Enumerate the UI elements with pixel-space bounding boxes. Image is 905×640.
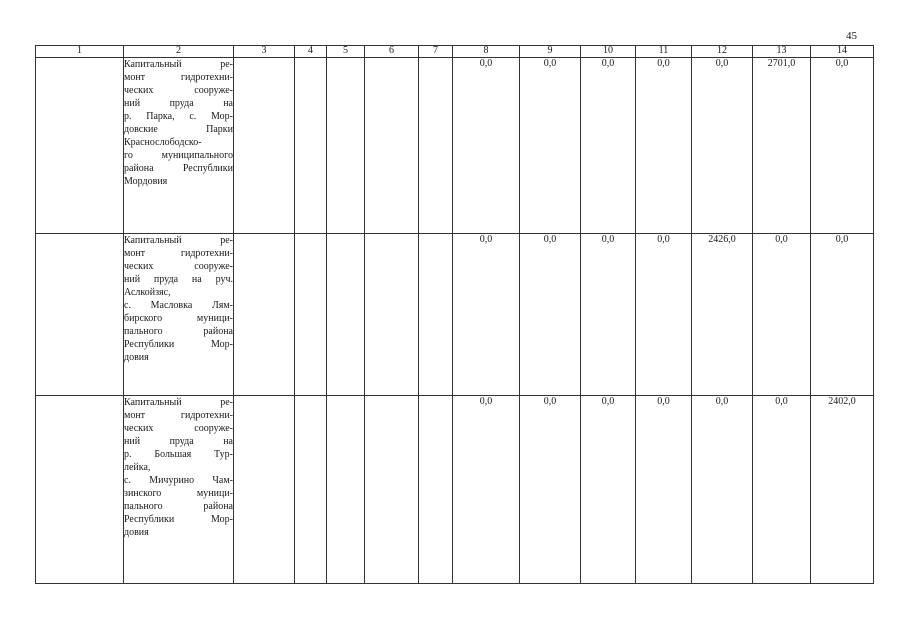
value-cell: 0,0 — [453, 234, 520, 396]
empty-cell — [419, 58, 453, 234]
value-cell: 0,0 — [692, 58, 753, 234]
column-header: 5 — [327, 46, 365, 58]
value-cell: 0,0 — [581, 58, 636, 234]
column-header: 13 — [753, 46, 811, 58]
description-line: ний пруда на — [124, 98, 233, 109]
description-line: Краснослободско- — [124, 137, 202, 148]
description-line: р. Парка, с. Мор- — [124, 111, 233, 122]
empty-cell — [327, 234, 365, 396]
description-line: Капитальный ре- — [124, 235, 233, 246]
column-header: 2 — [124, 46, 234, 58]
page-number: 45 — [846, 30, 857, 42]
description-line: го муниципального — [124, 150, 233, 161]
empty-cell — [234, 58, 295, 234]
budget-table — [35, 45, 874, 584]
empty-cell — [36, 58, 124, 234]
empty-cell — [365, 58, 419, 234]
value-cell: 0,0 — [520, 396, 581, 584]
description-line: монт гидротехни- — [124, 248, 233, 259]
value-cell: 0,0 — [753, 234, 811, 396]
value-cell: 0,0 — [811, 234, 874, 396]
description-line: с. Мичурино Чам- — [124, 475, 233, 486]
header-row — [36, 46, 874, 58]
table-row — [36, 396, 874, 584]
description-line: Капитальный ре- — [124, 397, 233, 408]
column-header: 8 — [453, 46, 520, 58]
column-header: 9 — [520, 46, 581, 58]
empty-cell — [36, 234, 124, 396]
description-line: бирского муници- — [124, 313, 233, 324]
table-row — [36, 58, 874, 234]
description-line: монт гидротехни- — [124, 410, 233, 421]
description-line: Республики Мор- — [124, 514, 233, 525]
description-line: Аслкойзяс, — [124, 287, 171, 298]
description-line: ний пруда на — [124, 436, 233, 447]
empty-cell — [234, 396, 295, 584]
value-cell: 0,0 — [520, 58, 581, 234]
empty-cell — [295, 396, 327, 584]
description-line: ческих сооруже- — [124, 261, 233, 272]
column-header: 10 — [581, 46, 636, 58]
column-header: 14 — [811, 46, 874, 58]
empty-cell — [295, 58, 327, 234]
value-cell: 2402,0 — [811, 396, 874, 584]
value-cell: 0,0 — [636, 396, 692, 584]
description-line: ний пруда на руч. — [124, 274, 233, 285]
column-header: 11 — [636, 46, 692, 58]
description-line: довия — [124, 527, 149, 538]
empty-cell — [234, 234, 295, 396]
description-line: монт гидротехни- — [124, 72, 233, 83]
empty-cell — [365, 234, 419, 396]
empty-cell — [36, 396, 124, 584]
description-line: лейка, — [124, 462, 151, 473]
value-cell: 0,0 — [753, 396, 811, 584]
description-line: ческих сооруже- — [124, 85, 233, 96]
value-cell: 0,0 — [520, 234, 581, 396]
description-line: пального района — [124, 326, 233, 337]
description-line: Республики Мор- — [124, 339, 233, 350]
value-cell: 0,0 — [581, 396, 636, 584]
value-cell: 0,0 — [811, 58, 874, 234]
description-line: зинского муници- — [124, 488, 233, 499]
empty-cell — [365, 396, 419, 584]
empty-cell — [419, 234, 453, 396]
table-row — [36, 234, 874, 396]
empty-cell — [327, 396, 365, 584]
column-header: 4 — [295, 46, 327, 58]
column-header: 6 — [365, 46, 419, 58]
project-description — [124, 396, 234, 584]
description-line: района Республики — [124, 163, 233, 174]
empty-cell — [419, 396, 453, 584]
value-cell: 0,0 — [453, 58, 520, 234]
project-description — [124, 58, 234, 234]
value-cell: 2426,0 — [692, 234, 753, 396]
value-cell: 2701,0 — [753, 58, 811, 234]
value-cell: 0,0 — [636, 58, 692, 234]
column-header: 12 — [692, 46, 753, 58]
description-line: ческих сооруже- — [124, 423, 233, 434]
value-cell: 0,0 — [692, 396, 753, 584]
value-cell: 0,0 — [581, 234, 636, 396]
value-cell: 0,0 — [636, 234, 692, 396]
column-header: 3 — [234, 46, 295, 58]
description-line: Капитальный ре- — [124, 59, 233, 70]
description-line: р. Большая Тур- — [124, 449, 233, 460]
empty-cell — [295, 234, 327, 396]
project-description — [124, 234, 234, 396]
description-line: довские Парки — [124, 124, 233, 135]
description-line: Мордовия — [124, 176, 168, 187]
description-line: с. Масловка Лям- — [124, 300, 233, 311]
column-header: 7 — [419, 46, 453, 58]
empty-cell — [327, 58, 365, 234]
description-line: пального района — [124, 501, 233, 512]
value-cell: 0,0 — [453, 396, 520, 584]
column-header: 1 — [36, 46, 124, 58]
description-line: довия — [124, 352, 149, 363]
